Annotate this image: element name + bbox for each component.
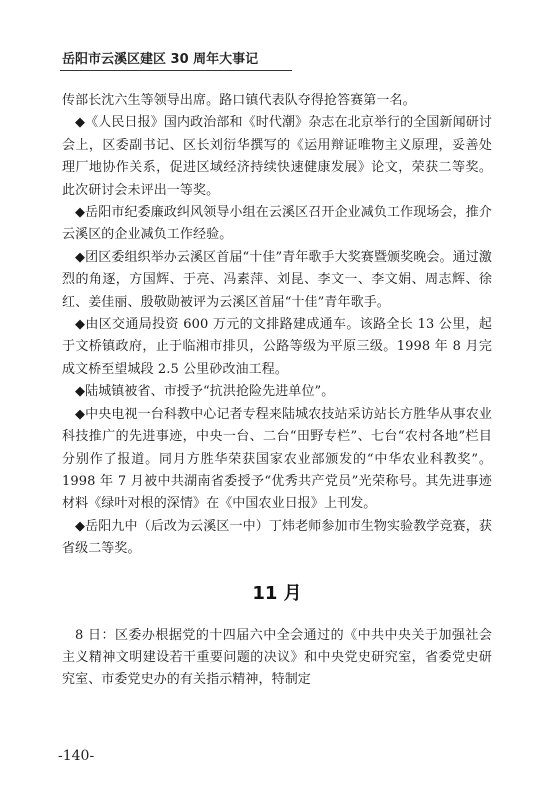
page-number: -140- <box>58 748 95 764</box>
paragraph: ◆团区委组织举办云溪区首届“十佳”青年歌手大奖赛暨颁奖晚会。通过激烈的角逐，方国辉、于亮、冯素萍、刘昆、李文一、李文娟、周志辉、徐红、姜佳丽、殷敬勋被评为云溪区首届“十佳”青年歌手。 <box>62 249 492 310</box>
header-rule <box>60 70 292 71</box>
page-body <box>62 90 492 692</box>
paragraph: ◆《人民日报》国内政治部和《时代潮》杂志在北京举行的全国新闻研讨会上，区委副书记、区长刘衍华撰写的《运用辩证唯物主义原理，妥善处理厂地协作关系，促进区域经济持续快速健康发展》论文，荣获二等奖。此次研讨会未评出一等奖。 <box>62 115 492 198</box>
month-heading: 11 月 <box>252 582 302 604</box>
paragraph: ◆岳阳九中（后改为云溪区一中）丁炜老师参加市生物实验教学竞赛，获省级二等奖。 <box>62 518 492 557</box>
paragraph: ◆陆城镇被省、市授予“抗洪抢险先进单位”。 <box>75 384 335 400</box>
paragraph: 传部长沈六生等领导出席。路口镇代表队夺得抢答赛第一名。 <box>62 93 416 108</box>
paragraph: ◆岳阳市纪委廉政纠风领导小组在云溪区召开企业减负工作现场会，推介云溪区的企业减负工作经验。 <box>62 205 492 243</box>
running-header: 岳阳市云溪区建区 30 周年大事记 <box>62 52 259 67</box>
paragraph: ◆中央电视一台科教中心记者专程来陆城农技站采访站长方胜华从事农业科技推广的先进事迹，中央一台、二台“田野专栏”、七台“农村各地”栏目分别作了报道。同月方胜华荣获国家农业部颁发的“中华农业科教奖”。1998 年 7 月被中共湖南省委授予“优秀共产党员”光荣称号。其先进事迹材料《绿叶对根的深情》在《中国农业日报》上刊发。 <box>62 406 492 512</box>
paragraph: 8 日：区委办根据党的十四届六中全会通过的《中共中央关于加强社会主义精神文明建设若干重要问题的决议》和中央党史研究室，省委党史研究室、市委党史办的有关指示精神，特制定 <box>62 627 492 688</box>
paragraph: ◆由区交通局投资 600 万元的文排路建成通车。该路全长 13 公里，起于文桥镇政府，止于临湘市排贝，公路等级为平原三级。1998 年 8 月完成文桥至望城段 2.5 公里砂改油工程。 <box>62 317 492 377</box>
